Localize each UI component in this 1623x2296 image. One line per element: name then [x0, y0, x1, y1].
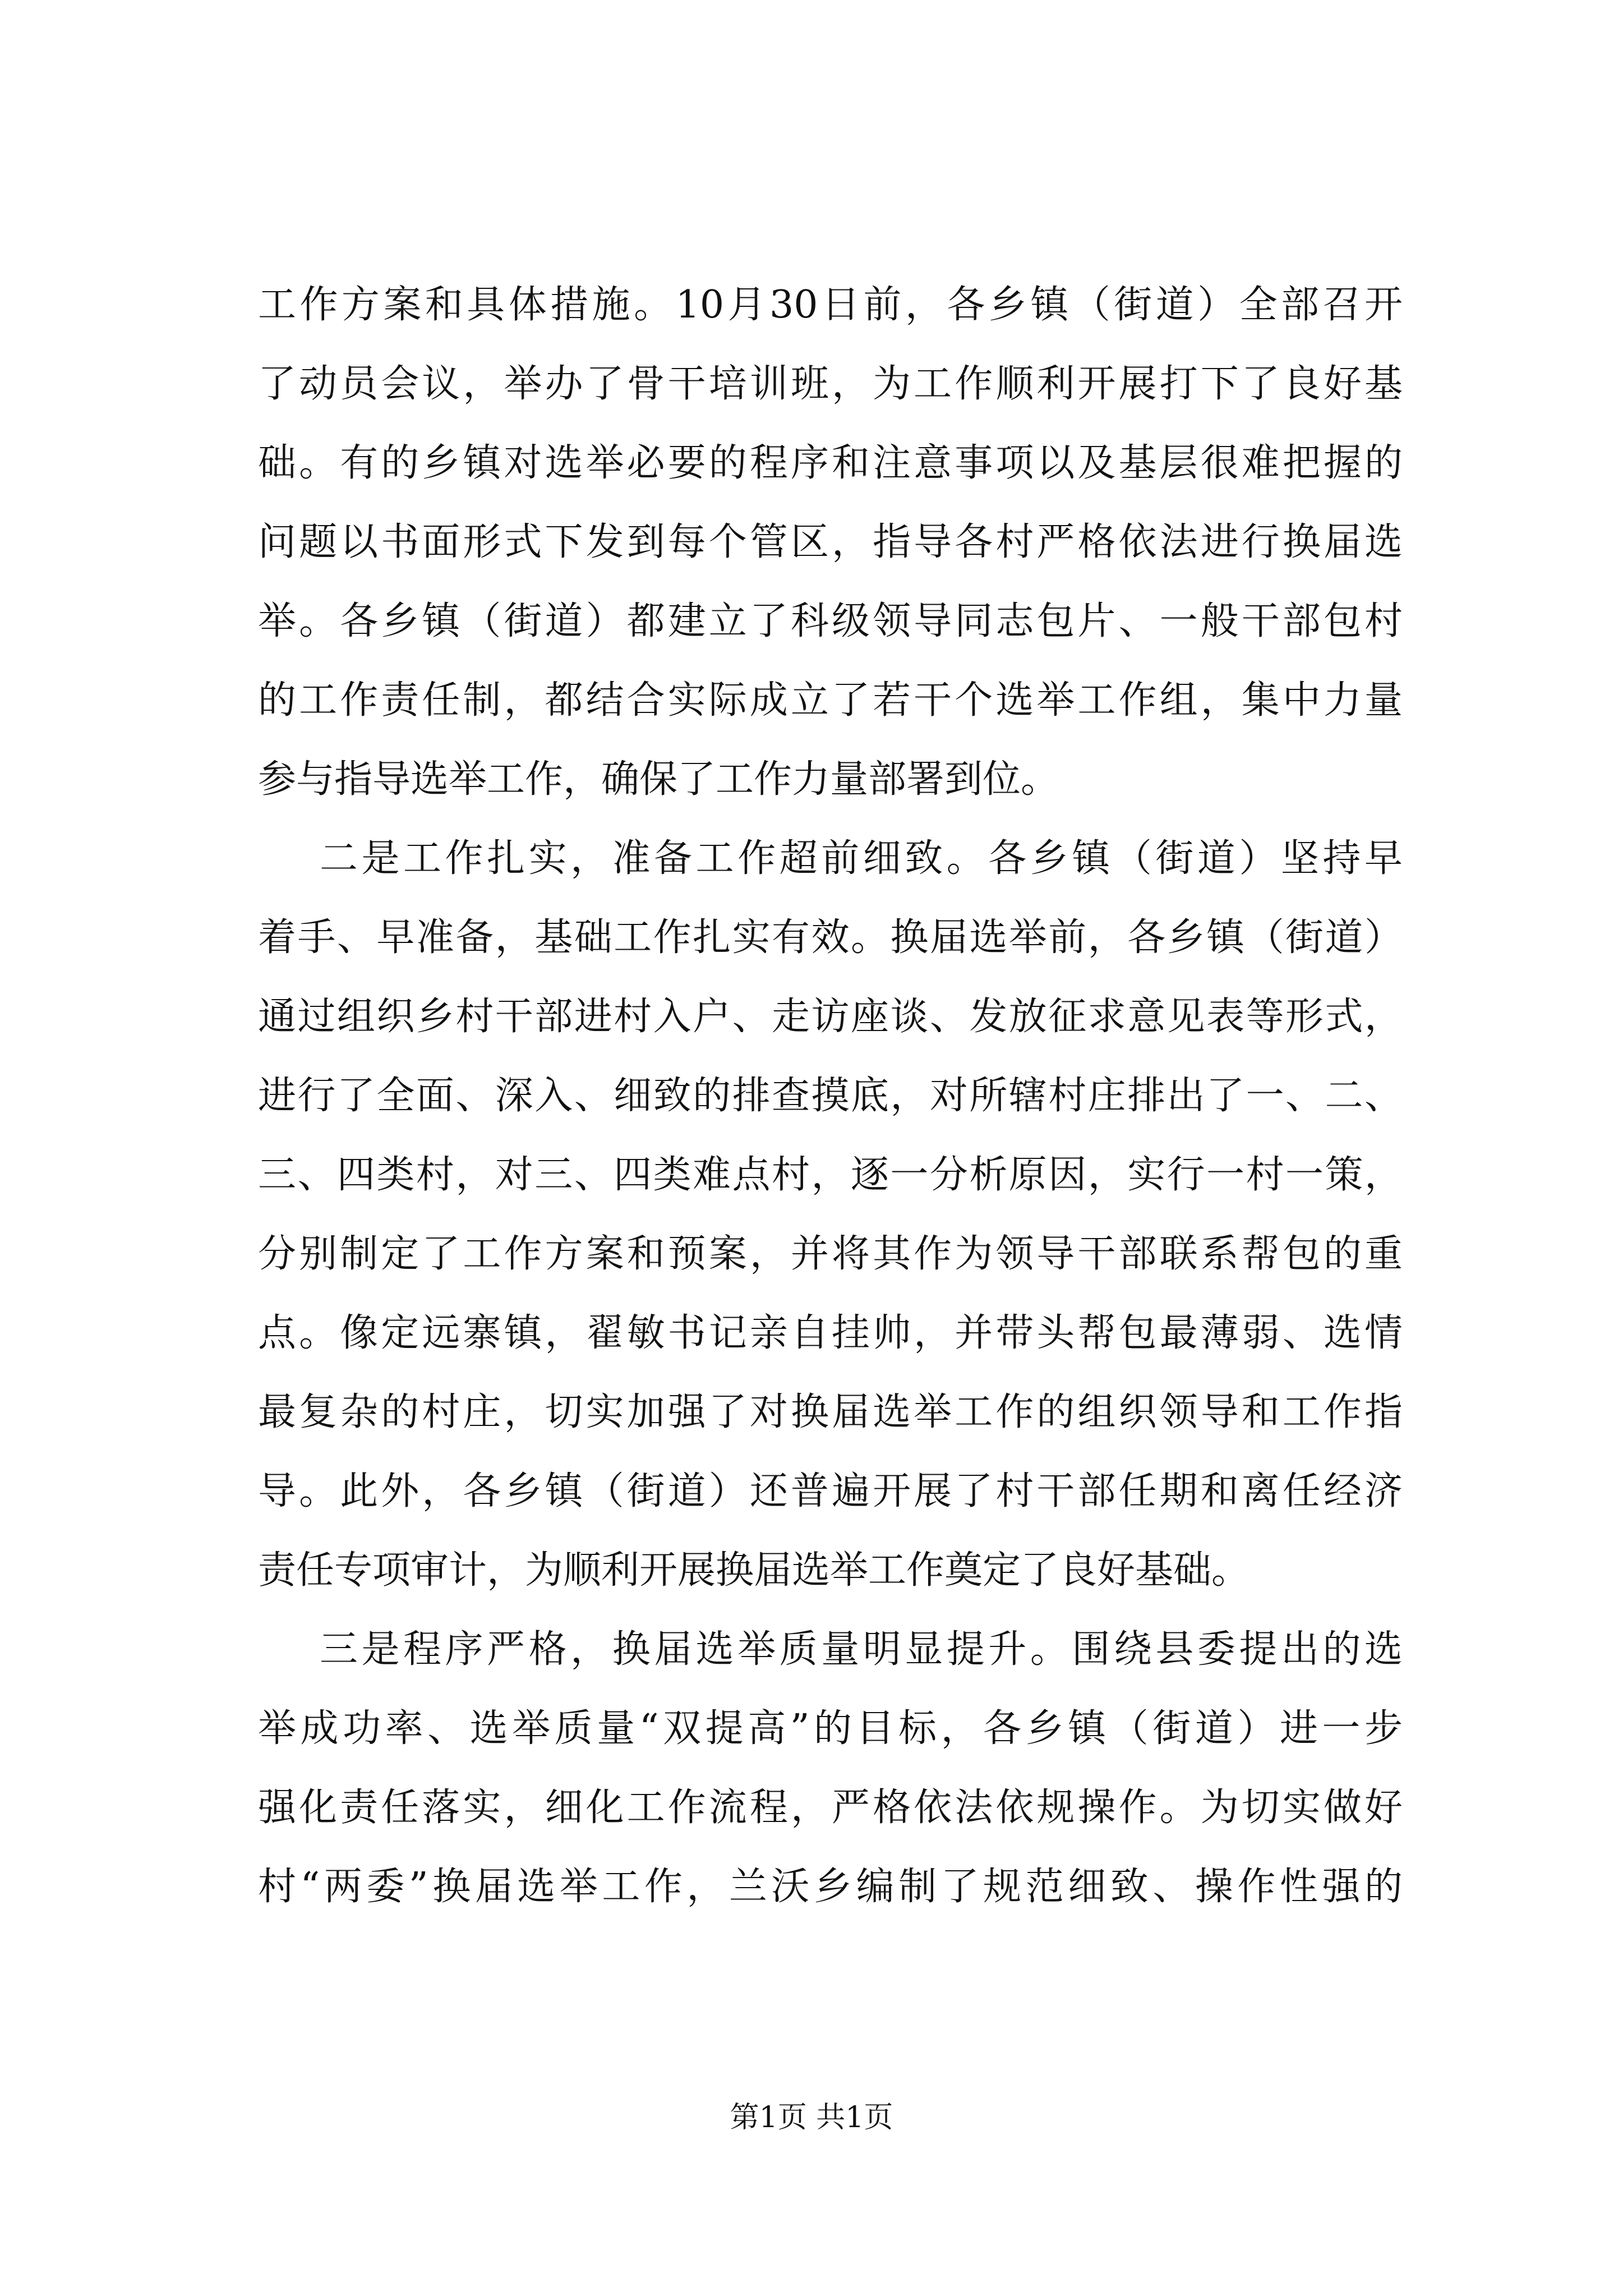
text-line: 通过组织乡村干部进村入户、走访座谈、发放征求意见表等形式， — [258, 995, 1403, 1039]
text-line: 分别制定了工作方案和预案，并将其作为领导干部联系帮包的重 — [258, 1232, 1403, 1276]
paragraph — [258, 1610, 1403, 1926]
text-line: 三是程序严格，换届选举质量明显提升。围绕县委提出的选 — [320, 1627, 1403, 1672]
text-line: 村“两委”换届选举工作，兰沃乡编制了规范细致、操作性强的 — [258, 1865, 1403, 1909]
text-line: 导。此外，各乡镇（街道）还普遍开展了村干部任期和离任经济 — [258, 1469, 1403, 1513]
text-line: 举。各乡镇（街道）都建立了科级领导同志包片、一般干部包村 — [258, 599, 1403, 643]
text-line: 问题以书面形式下发到每个管区，指导各村严格依法进行换届选 — [258, 520, 1403, 564]
text-line: 础。有的乡镇对选举必要的程序和注意事项以及基层很难把握的 — [258, 441, 1403, 485]
document-body — [258, 265, 1403, 1926]
paragraph — [258, 819, 1403, 1610]
text-line: 强化责任落实，细化工作流程，严格依法依规操作。为切实做好 — [258, 1786, 1403, 1830]
text-line: 了动员会议，举办了骨干培训班，为工作顺利开展打下了良好基 — [258, 362, 1403, 406]
text-line: 三、四类村，对三、四类难点村，逐一分析原因，实行一村一策， — [258, 1153, 1403, 1197]
text-line: 点。像定远寨镇，翟敏书记亲自挂帅，并带头帮包最薄弱、选情 — [258, 1311, 1403, 1355]
text-line: 进行了全面、深入、细致的排查摸底，对所辖村庄排出了一、二、 — [258, 1074, 1403, 1118]
text-line: 的工作责任制，都结合实际成立了若干个选举工作组，集中力量 — [258, 678, 1403, 723]
text-line: 举成功率、选举质量“双提高”的目标，各乡镇（街道）进一步 — [258, 1706, 1403, 1751]
page-footer: 第1页 共1页 — [730, 2101, 893, 2134]
text-line: 参与指导选举工作，确保了工作力量部署到位。 — [258, 757, 1059, 802]
text-line: 二是工作扎实，准备工作超前细致。各乡镇（街道）坚持早 — [320, 836, 1403, 881]
text-line: 责任专项审计，为顺利开展换届选举工作奠定了良好基础。 — [258, 1548, 1250, 1593]
text-line: 着手、早准备，基础工作扎实有效。换届选举前，各乡镇（街道） — [258, 915, 1403, 960]
text-line: 最复杂的村庄，切实加强了对换届选举工作的组织领导和工作指 — [258, 1390, 1403, 1434]
paragraph — [258, 265, 1403, 819]
text-line: 工作方案和具体措施。10月30日前，各乡镇（街道）全部召开 — [258, 283, 1403, 327]
